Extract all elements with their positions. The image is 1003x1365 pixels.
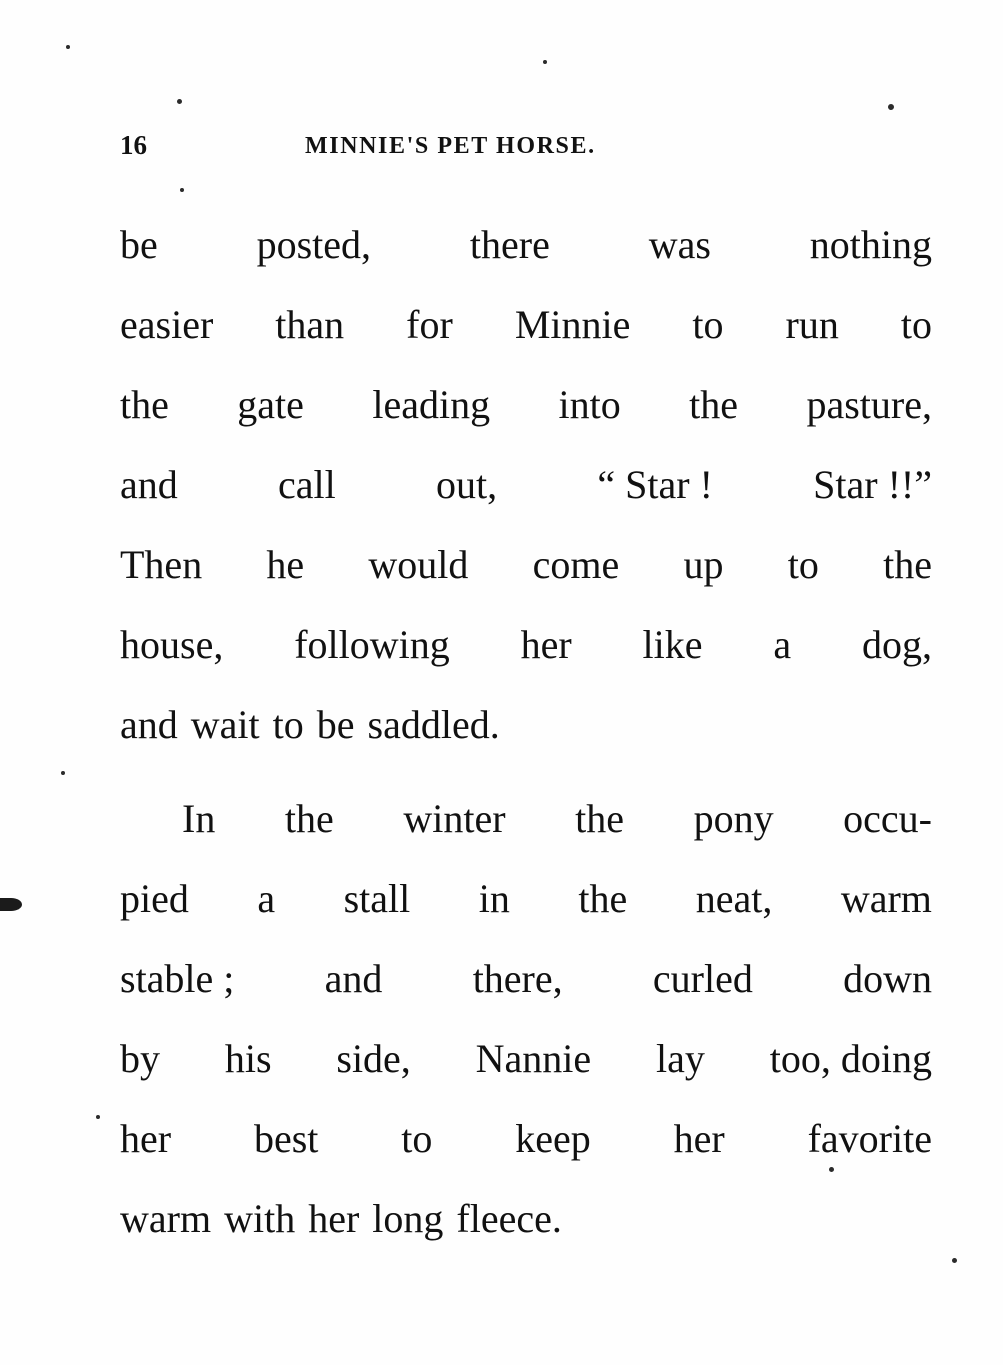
word: warm	[840, 876, 932, 921]
word: following	[294, 622, 450, 667]
word: and	[120, 702, 178, 747]
word: would	[368, 542, 469, 587]
word: in	[478, 876, 510, 921]
word: neat,	[695, 876, 773, 921]
word: the	[284, 796, 334, 841]
text-line	[120, 939, 932, 1019]
word: run	[785, 302, 839, 347]
page-body	[120, 205, 932, 1259]
text-line	[120, 1179, 932, 1259]
word: her	[520, 622, 572, 667]
word: with	[224, 1196, 296, 1241]
word: favorite	[807, 1116, 932, 1161]
running-head-title: MINNIE'S PET HORSE.	[305, 133, 596, 159]
word: curled	[652, 956, 753, 1001]
word: he	[266, 542, 305, 587]
word: out,	[436, 462, 498, 507]
word: to	[401, 1116, 433, 1161]
text-line	[120, 525, 932, 605]
scan-speck	[180, 188, 184, 192]
word: and	[120, 462, 178, 507]
word: her	[308, 1196, 360, 1241]
word: Nannie	[475, 1036, 592, 1081]
word: stable ;	[120, 956, 235, 1001]
word: occu-	[843, 796, 932, 841]
word: Minnie	[514, 302, 631, 347]
word: stall	[343, 876, 411, 921]
word: too, doing	[769, 1036, 932, 1081]
text-line	[120, 1019, 932, 1099]
text-line	[120, 1099, 932, 1179]
word: fleece.	[456, 1196, 562, 1241]
word: be	[316, 702, 355, 747]
word: long	[372, 1196, 444, 1241]
word: keep	[515, 1116, 591, 1161]
text-line	[120, 779, 932, 859]
word: to	[787, 542, 819, 587]
word: into	[558, 382, 621, 427]
word: down	[843, 956, 932, 1001]
word: winter	[403, 796, 506, 841]
word: her	[120, 1116, 172, 1161]
word: wait	[190, 702, 260, 747]
scan-speck	[96, 1115, 100, 1119]
word: pony	[693, 796, 774, 841]
word: pasture,	[806, 382, 932, 427]
word: posted,	[256, 222, 372, 267]
word: nothing	[809, 222, 932, 267]
scan-speck	[952, 1258, 957, 1263]
word: to	[692, 302, 724, 347]
word: Star !!”	[813, 462, 932, 507]
word: leading	[372, 382, 491, 427]
scan-speck	[66, 45, 70, 49]
scan-speck	[829, 1167, 834, 1172]
word: her	[673, 1116, 725, 1161]
page-number: 16	[120, 130, 147, 160]
text-line	[120, 859, 932, 939]
word: side,	[336, 1036, 411, 1081]
word: In	[182, 796, 216, 841]
word: the	[120, 382, 169, 427]
word: to	[900, 302, 932, 347]
word: up	[683, 542, 724, 587]
word: a	[773, 622, 792, 667]
word: call	[278, 462, 336, 507]
text-line	[120, 205, 932, 285]
word: the	[883, 542, 932, 587]
word: there,	[472, 956, 563, 1001]
scan-speck	[177, 99, 182, 104]
paragraph	[120, 205, 932, 765]
text-line	[120, 605, 932, 685]
word: dog,	[862, 622, 932, 667]
text-line	[120, 365, 932, 445]
word: the	[575, 796, 624, 841]
word: the	[689, 382, 739, 427]
scan-speck	[888, 104, 894, 110]
word: for	[406, 302, 453, 347]
word: the	[578, 876, 628, 921]
scan-speck	[61, 771, 65, 775]
text-line	[120, 685, 932, 765]
text-line	[120, 285, 932, 365]
word: his	[224, 1036, 272, 1081]
text-line	[120, 445, 932, 525]
word: saddled.	[367, 702, 500, 747]
word: to	[272, 702, 304, 747]
word: house,	[120, 622, 224, 667]
word: warm	[120, 1196, 212, 1241]
word: lay	[656, 1036, 705, 1081]
edge-printing-mark	[0, 898, 22, 911]
word: gate	[237, 382, 304, 427]
word: Then	[120, 542, 203, 587]
scan-speck	[543, 60, 547, 64]
word: was	[648, 222, 711, 267]
word: by	[120, 1036, 160, 1081]
word: a	[257, 876, 276, 921]
word: easier	[120, 302, 214, 347]
word: come	[532, 542, 620, 587]
word: than	[275, 302, 345, 347]
word: like	[642, 622, 703, 667]
word: best	[253, 1116, 319, 1161]
word: there	[469, 222, 550, 267]
word: pied	[120, 876, 189, 921]
word: be	[120, 222, 158, 267]
paragraph	[120, 779, 932, 1259]
word: and	[324, 956, 383, 1001]
word: “ Star !	[597, 462, 713, 507]
page-header	[120, 128, 883, 162]
